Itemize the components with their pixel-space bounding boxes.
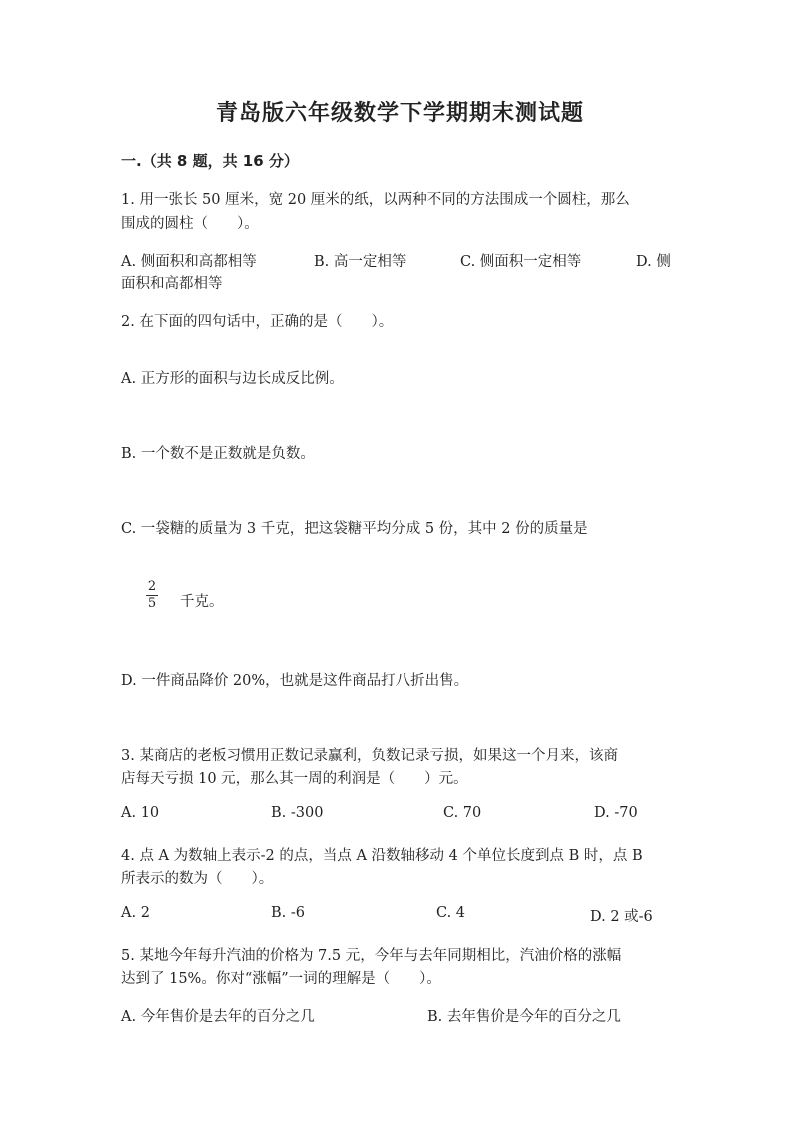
q5-stem-line-1: 5. 某地今年每升汽油的价格为 7.5 元，今年与去年同期相比，汽油价格的涨幅	[121, 948, 622, 964]
q2-option-c: C. 一袋糖的质量为 3 千克，把这袋糖平均分成 5 份，其中 2 份的质量是	[121, 521, 588, 537]
q3-option-c: C. 70	[443, 805, 482, 821]
q4-stem-line-1: 4. 点 A 为数轴上表示-2 的点，当点 A 沿数轴移动 4 个单位长度到点 B 时，点 B	[121, 848, 643, 864]
q4-option-d: D. 2 或-6	[590, 909, 653, 925]
q1-option-a: A. 侧面积和高都相等	[121, 254, 257, 270]
q4-option-b: B. -6	[271, 905, 305, 921]
q3-option-a: A. 10	[121, 805, 160, 821]
fraction-denominator: 5	[147, 596, 157, 611]
q4-stem-line-2: 所表示的数为（ ）。	[121, 871, 274, 887]
q2-option-c-unit: 千克。	[180, 594, 224, 610]
q3-option-d: D. -70	[594, 805, 638, 821]
q2-option-b: B. 一个数不是正数就是负数。	[121, 446, 315, 462]
q5-option-a: A. 今年售价是去年的百分之几	[121, 1009, 315, 1025]
q1-option-d-continued: 面积和高都相等	[121, 276, 223, 292]
q1-option-d: D. 侧	[636, 254, 671, 270]
q3-stem-line-1: 3. 某商店的老板习惯用正数记录赢利，负数记录亏损，如果这一个月来，该商	[121, 748, 618, 764]
q2-option-a: A. 正方形的面积与边长成反比例。	[121, 371, 344, 387]
q1-option-b: B. 高一定相等	[314, 254, 407, 270]
section-heading: 一.（共 8 题，共 16 分）	[121, 152, 299, 170]
q4-option-a: A. 2	[121, 905, 150, 921]
q3-option-b: B. -300	[271, 805, 324, 821]
q1-stem-line-2: 围成的圆柱（ ）。	[121, 216, 259, 232]
q5-option-b: B. 去年售价是今年的百分之几	[427, 1009, 621, 1025]
q2-option-d: D. 一件商品降价 20%，也就是这件商品打八折出售。	[121, 673, 469, 689]
fraction-numerator: 2	[147, 579, 157, 594]
q1-option-c: C. 侧面积一定相等	[460, 254, 582, 270]
q2-stem: 2. 在下面的四句话中，正确的是（ ）。	[121, 314, 394, 330]
q1-stem-line-1: 1. 用一张长 50 厘米，宽 20 厘米的纸，以两种不同的方法围成一个圆柱，那么	[121, 192, 630, 208]
q2-option-c-fraction	[146, 580, 158, 611]
q3-stem-line-2: 店每天亏损 10 元，那么其一周的利润是（ ）元。	[121, 771, 468, 787]
q5-stem-line-2: 达到了 15%。你对“涨幅”一词的理解是（ ）。	[121, 971, 441, 987]
page-title: 青岛版六年级数学下学期期末测试题	[215, 101, 584, 126]
q4-option-c: C. 4	[436, 905, 466, 921]
